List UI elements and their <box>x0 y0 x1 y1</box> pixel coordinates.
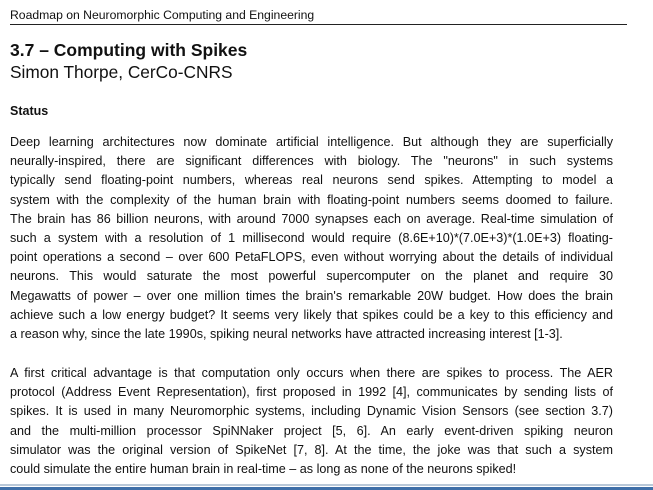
text-line: Deep learning architectures now dominate artificial intelligence. But although they are superficially <box>10 135 613 149</box>
text-line: neurally-inspired, there are significant differences with biology. The "neurons" in such systems <box>10 154 613 169</box>
text-line: point operations a second – over 600 PetaFLOPS, even without worrying about the details of individual <box>10 250 613 265</box>
text-line: could simulate the entire human brain in real-time – as long as none of the neurons spiked! <box>10 461 517 476</box>
text-line: typically send floating-point numbers, whereas real neurons send spikes. Attempting to model a <box>10 173 613 188</box>
author-line: Simon Thorpe, CerCo-CNRS <box>10 62 233 82</box>
text-line: simulator was the original version of SpikeNet [7, 8]. At the time, the joke was that such a system <box>10 442 613 457</box>
text-line: A first critical advantage is that computation only occurs when there are spikes to process. The AER <box>10 366 613 380</box>
section-title: 3.7 – Computing with Spikes <box>10 40 248 60</box>
text-line: neurons. This would saturate the most powerful supercomputer on the planet and require 30 <box>10 269 613 284</box>
text-line: such a system with a resolution of 1 millisecond would require (8.6E+10)*(7.0E+3)*(1.0E+3) floating- <box>10 230 613 245</box>
status-subheading: Status <box>10 104 49 118</box>
text-line: The brain has 86 billion neurons, with around 7000 synapses each on average. Real-time simulation of <box>10 211 613 226</box>
running-header: Roadmap on Neuromorphic Computing and Engineering <box>10 8 627 25</box>
text-line: spikes. It is used in many Neuromorphic systems, including Dynamic Vision Sensors (see section 3.7) <box>10 404 613 419</box>
text-line: protocol (Address Event Representation), first proposed in 1992 [4], communicates by sending lists of <box>10 385 613 400</box>
text-line: achieve such a low energy budget? It seems very likely that spikes could be a key to this efficiency and <box>10 307 613 322</box>
paragraph-status-2 <box>10 364 613 479</box>
text-line: a reason why, since the late 1990s, spiking neural networks have attracted increasing interest [1-3]. <box>10 326 563 341</box>
text-line: system with the complexity of the human brain with floating-point numbers seems doomed to failure. <box>10 192 613 207</box>
text-line: Megawatts of power – over one million times the brain's remarkable 20W budget. How does the brain <box>10 288 613 303</box>
paragraph-status-1 <box>10 133 613 344</box>
viewer-bottom-divider <box>0 484 653 490</box>
text-line: and the multi-million processor SpiNNaker project [5, 6]. An early event-driven spiking neuron <box>10 423 613 438</box>
